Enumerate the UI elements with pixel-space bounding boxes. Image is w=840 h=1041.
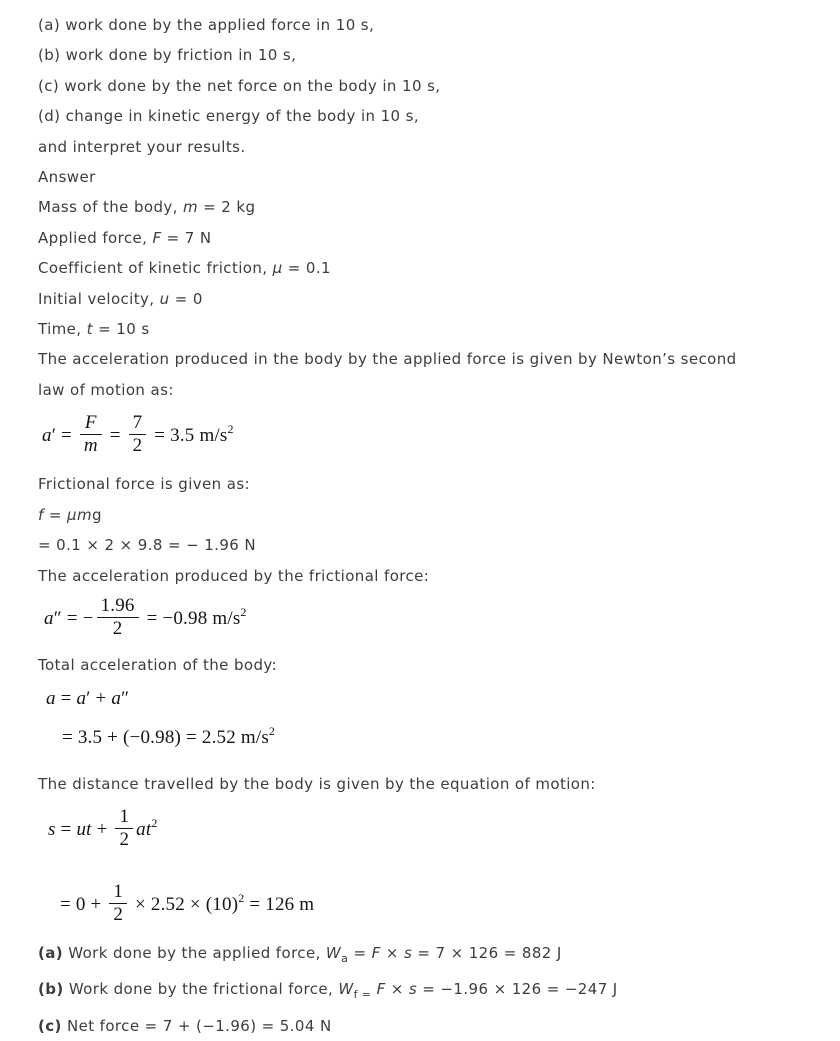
- question-part-d: [38, 101, 800, 131]
- text-run: F: [152, 228, 162, 247]
- equation-friction-acceleration: [44, 594, 800, 642]
- text-run: Coefficient of kinetic friction,: [38, 259, 273, 278]
- distance-intro: [38, 769, 800, 799]
- text-run: ″ = −: [53, 607, 94, 629]
- equation-total-acceleration-1: [46, 684, 800, 714]
- equation-distance-formula: [48, 805, 800, 853]
- question-part-c: [38, 71, 800, 101]
- text-run: = 3.5 + (−0.98) = 2.52 m/s: [62, 727, 269, 749]
- text-run: Time,: [38, 320, 87, 339]
- text-run: at: [136, 818, 152, 840]
- result-a: [38, 938, 800, 974]
- text-run: Work done by the frictional force,: [63, 980, 339, 999]
- text-run: = 0.1: [282, 259, 331, 278]
- text-run: (b): [38, 980, 64, 999]
- text-run: 2: [268, 724, 276, 739]
- text-run: = 10 s: [92, 320, 150, 339]
- question-footer: [38, 132, 800, 162]
- fraction: [115, 806, 133, 851]
- text-run: μm: [67, 505, 92, 524]
- text-run: =: [348, 943, 372, 962]
- fraction-denominator: 2: [115, 828, 133, 851]
- text-run: = 0.1 × 2 × 9.8 = − 1.96 N: [38, 536, 257, 555]
- text-run: Applied force,: [38, 228, 153, 247]
- newton-sentence-1: [38, 344, 800, 374]
- fraction-numerator: F: [84, 412, 97, 434]
- text-run: m: [182, 198, 198, 217]
- text-run: Total acceleration of the body:: [38, 655, 278, 674]
- text-run: μ: [272, 259, 283, 278]
- text-run: Frictional force is given as:: [38, 475, 250, 494]
- text-run: (c) work done by the net force on the body in 10 s,: [38, 76, 441, 95]
- fraction: [97, 595, 139, 640]
- given-time: [38, 314, 800, 344]
- text-run: s: [408, 980, 418, 999]
- fraction: [129, 412, 147, 457]
- text-run: ×: [380, 943, 404, 962]
- text-run: F: [371, 943, 381, 962]
- text-run: =: [104, 425, 126, 447]
- text-run: F: [376, 980, 386, 999]
- text-run: The distance travelled by the body is given by the equation of motion:: [38, 775, 596, 794]
- result-c: [38, 1011, 800, 1041]
- text-run: (c): [38, 1016, 62, 1035]
- text-run: Initial velocity,: [38, 289, 160, 308]
- text-run: Mass of the body,: [38, 198, 183, 217]
- text-run: a: [76, 688, 87, 710]
- text-run: =: [43, 505, 67, 524]
- text-run: s: [403, 943, 413, 962]
- text-run: The acceleration produced in the body by the applied force is given by Newton’s second: [38, 350, 737, 369]
- text-run: ×: [385, 980, 409, 999]
- text-run: g: [91, 505, 102, 524]
- equation-distance-value: [60, 880, 800, 928]
- text-run: +: [91, 818, 113, 840]
- equation-total-acceleration-2: [62, 714, 800, 755]
- text-run: The acceleration produced by the frictional force:: [38, 566, 430, 585]
- fraction: [80, 412, 102, 457]
- fraction-denominator: 2: [129, 434, 147, 457]
- text-run: u: [159, 289, 170, 308]
- text-run: W: [338, 980, 354, 999]
- text-run: ″: [121, 688, 130, 710]
- text-run: and interpret your results.: [38, 137, 246, 156]
- text-run: ′ +: [86, 688, 112, 710]
- text-run: = −1.96 × 126 = −247 J: [417, 980, 618, 999]
- text-run: = 0 +: [60, 893, 107, 915]
- text-run: × 2.52 × (10): [130, 893, 239, 915]
- text-run: =: [55, 818, 77, 840]
- given-friction-coefficient: [38, 253, 800, 283]
- text-run: =: [55, 688, 77, 710]
- text-run: t: [86, 320, 93, 339]
- equation-applied-acceleration: [42, 414, 800, 459]
- text-run: 2: [227, 422, 234, 437]
- friction-formula: [38, 500, 800, 530]
- given-initial-velocity: [38, 284, 800, 314]
- text-run: a: [46, 688, 56, 710]
- given-mass: [38, 192, 800, 222]
- text-run: = 0: [169, 289, 203, 308]
- text-run: Net force = 7 + (−1.96) = 5.04 N: [61, 1016, 332, 1035]
- text-run: ut: [76, 818, 92, 840]
- text-run: (d) change in kinetic energy of the body in 10 s,: [38, 107, 420, 126]
- fraction-denominator: 2: [109, 903, 127, 926]
- fraction-numerator: 1.96: [100, 594, 135, 616]
- newton-sentence-2: [38, 375, 800, 405]
- answer-heading: [38, 162, 800, 192]
- text-run: W: [325, 943, 342, 962]
- text-run: law of motion as:: [38, 380, 174, 399]
- fraction-numerator: 7: [132, 412, 143, 434]
- question-part-a: [38, 10, 800, 40]
- friction-value: [38, 530, 800, 560]
- fraction-numerator: 1: [119, 805, 130, 827]
- text-run: f: [38, 505, 44, 524]
- text-run: = 3.5 m/s: [149, 425, 228, 447]
- fraction-numerator: 1: [113, 880, 124, 902]
- text-run: Answer: [38, 168, 96, 187]
- fraction-denominator: m: [80, 434, 102, 457]
- text-run: a: [111, 688, 122, 710]
- fraction-denominator: 2: [97, 617, 139, 640]
- text-run: f =: [353, 988, 372, 1002]
- text-run: 2: [238, 890, 245, 905]
- total-acceleration-intro: [38, 650, 800, 680]
- text-run: (b) work done by friction in 10 s,: [38, 46, 297, 65]
- text-run: s: [48, 818, 56, 840]
- text-run: Work done by the applied force,: [63, 943, 326, 962]
- result-b: [38, 974, 800, 1010]
- fraction: [109, 881, 127, 926]
- text-run: = −0.98 m/s: [141, 607, 241, 629]
- text-run: 2: [240, 604, 247, 619]
- given-force: [38, 223, 800, 253]
- question-part-b: [38, 40, 800, 70]
- text-run: a: [44, 607, 54, 629]
- text-run: a: [42, 425, 52, 447]
- text-run: 2: [151, 815, 158, 830]
- friction-acceleration-intro: [38, 561, 800, 591]
- text-run: a: [341, 951, 349, 965]
- friction-intro: [38, 469, 800, 499]
- text-run: = 126 m: [244, 893, 315, 915]
- text-run: (a): [38, 943, 64, 962]
- text-run: = 7 N: [161, 228, 212, 247]
- text-run: = 2 kg: [198, 198, 256, 217]
- text-run: (a) work done by the applied force in 10 s,: [38, 16, 375, 34]
- text-run: = 7 × 126 = 882 J: [412, 943, 562, 962]
- text-run: ′ =: [51, 425, 77, 447]
